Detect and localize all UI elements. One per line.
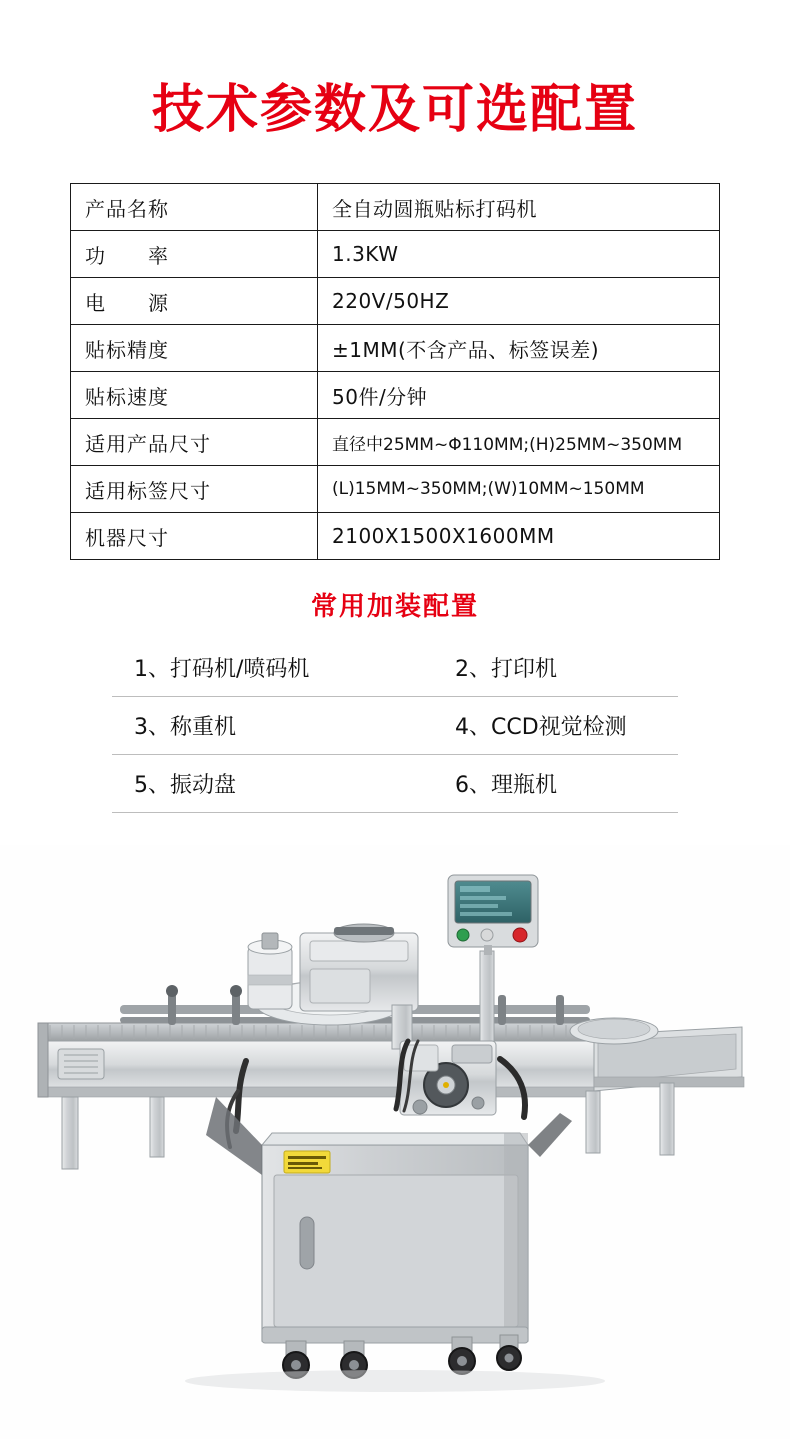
table-row xyxy=(71,231,720,278)
spec-label: 适用标签尺寸 xyxy=(71,466,318,513)
table-row xyxy=(71,278,720,325)
options-title: 常用加装配置 xyxy=(310,592,479,623)
spec-value: 直径中25MM~Φ110MM;(H)25MM~350MM xyxy=(318,419,720,466)
spec-value: 2100X1500X1600MM xyxy=(318,513,720,560)
spec-label: 机器尺寸 xyxy=(71,513,318,560)
page-title: 技术参数及可选配置 xyxy=(151,80,638,140)
table-row xyxy=(71,466,720,513)
table-row xyxy=(71,419,720,466)
spec-table-container xyxy=(70,183,720,560)
options-table xyxy=(112,639,678,813)
spec-value: 1.3KW xyxy=(318,231,720,278)
table-row xyxy=(71,372,720,419)
option-item: 2、打印机 xyxy=(395,639,678,697)
spec-value: (L)15MM~350MM;(W)10MM~150MM xyxy=(318,466,720,513)
table-row xyxy=(112,755,678,813)
table-row xyxy=(112,697,678,755)
spec-table-body xyxy=(71,184,720,560)
spec-label: 贴标速度 xyxy=(71,372,318,419)
spec-label: 功 率 xyxy=(71,231,318,278)
option-item: 5、振动盘 xyxy=(112,755,395,813)
spec-label: 适用产品尺寸 xyxy=(71,419,318,466)
spec-label: 产品名称 xyxy=(71,184,318,231)
table-row xyxy=(71,513,720,560)
table-row xyxy=(71,184,720,231)
spec-value: 全自动圆瓶贴标打码机 xyxy=(318,184,720,231)
table-row xyxy=(71,325,720,372)
option-item: 4、CCD视觉检测 xyxy=(395,697,678,755)
spec-value: 50件/分钟 xyxy=(318,372,720,419)
spec-label: 电 源 xyxy=(71,278,318,325)
spec-value: 220V/50HZ xyxy=(318,278,720,325)
spec-value: ±1MM(不含产品、标签误差) xyxy=(318,325,720,372)
options-table-body xyxy=(112,639,678,813)
machine-photo xyxy=(0,845,790,1439)
spec-label: 贴标精度 xyxy=(71,325,318,372)
table-row xyxy=(112,639,678,697)
option-item: 1、打码机/喷码机 xyxy=(112,639,395,697)
spec-table xyxy=(70,183,720,560)
machine-illustration xyxy=(0,845,790,1439)
option-item: 3、称重机 xyxy=(112,697,395,755)
option-item: 6、理瓶机 xyxy=(395,755,678,813)
